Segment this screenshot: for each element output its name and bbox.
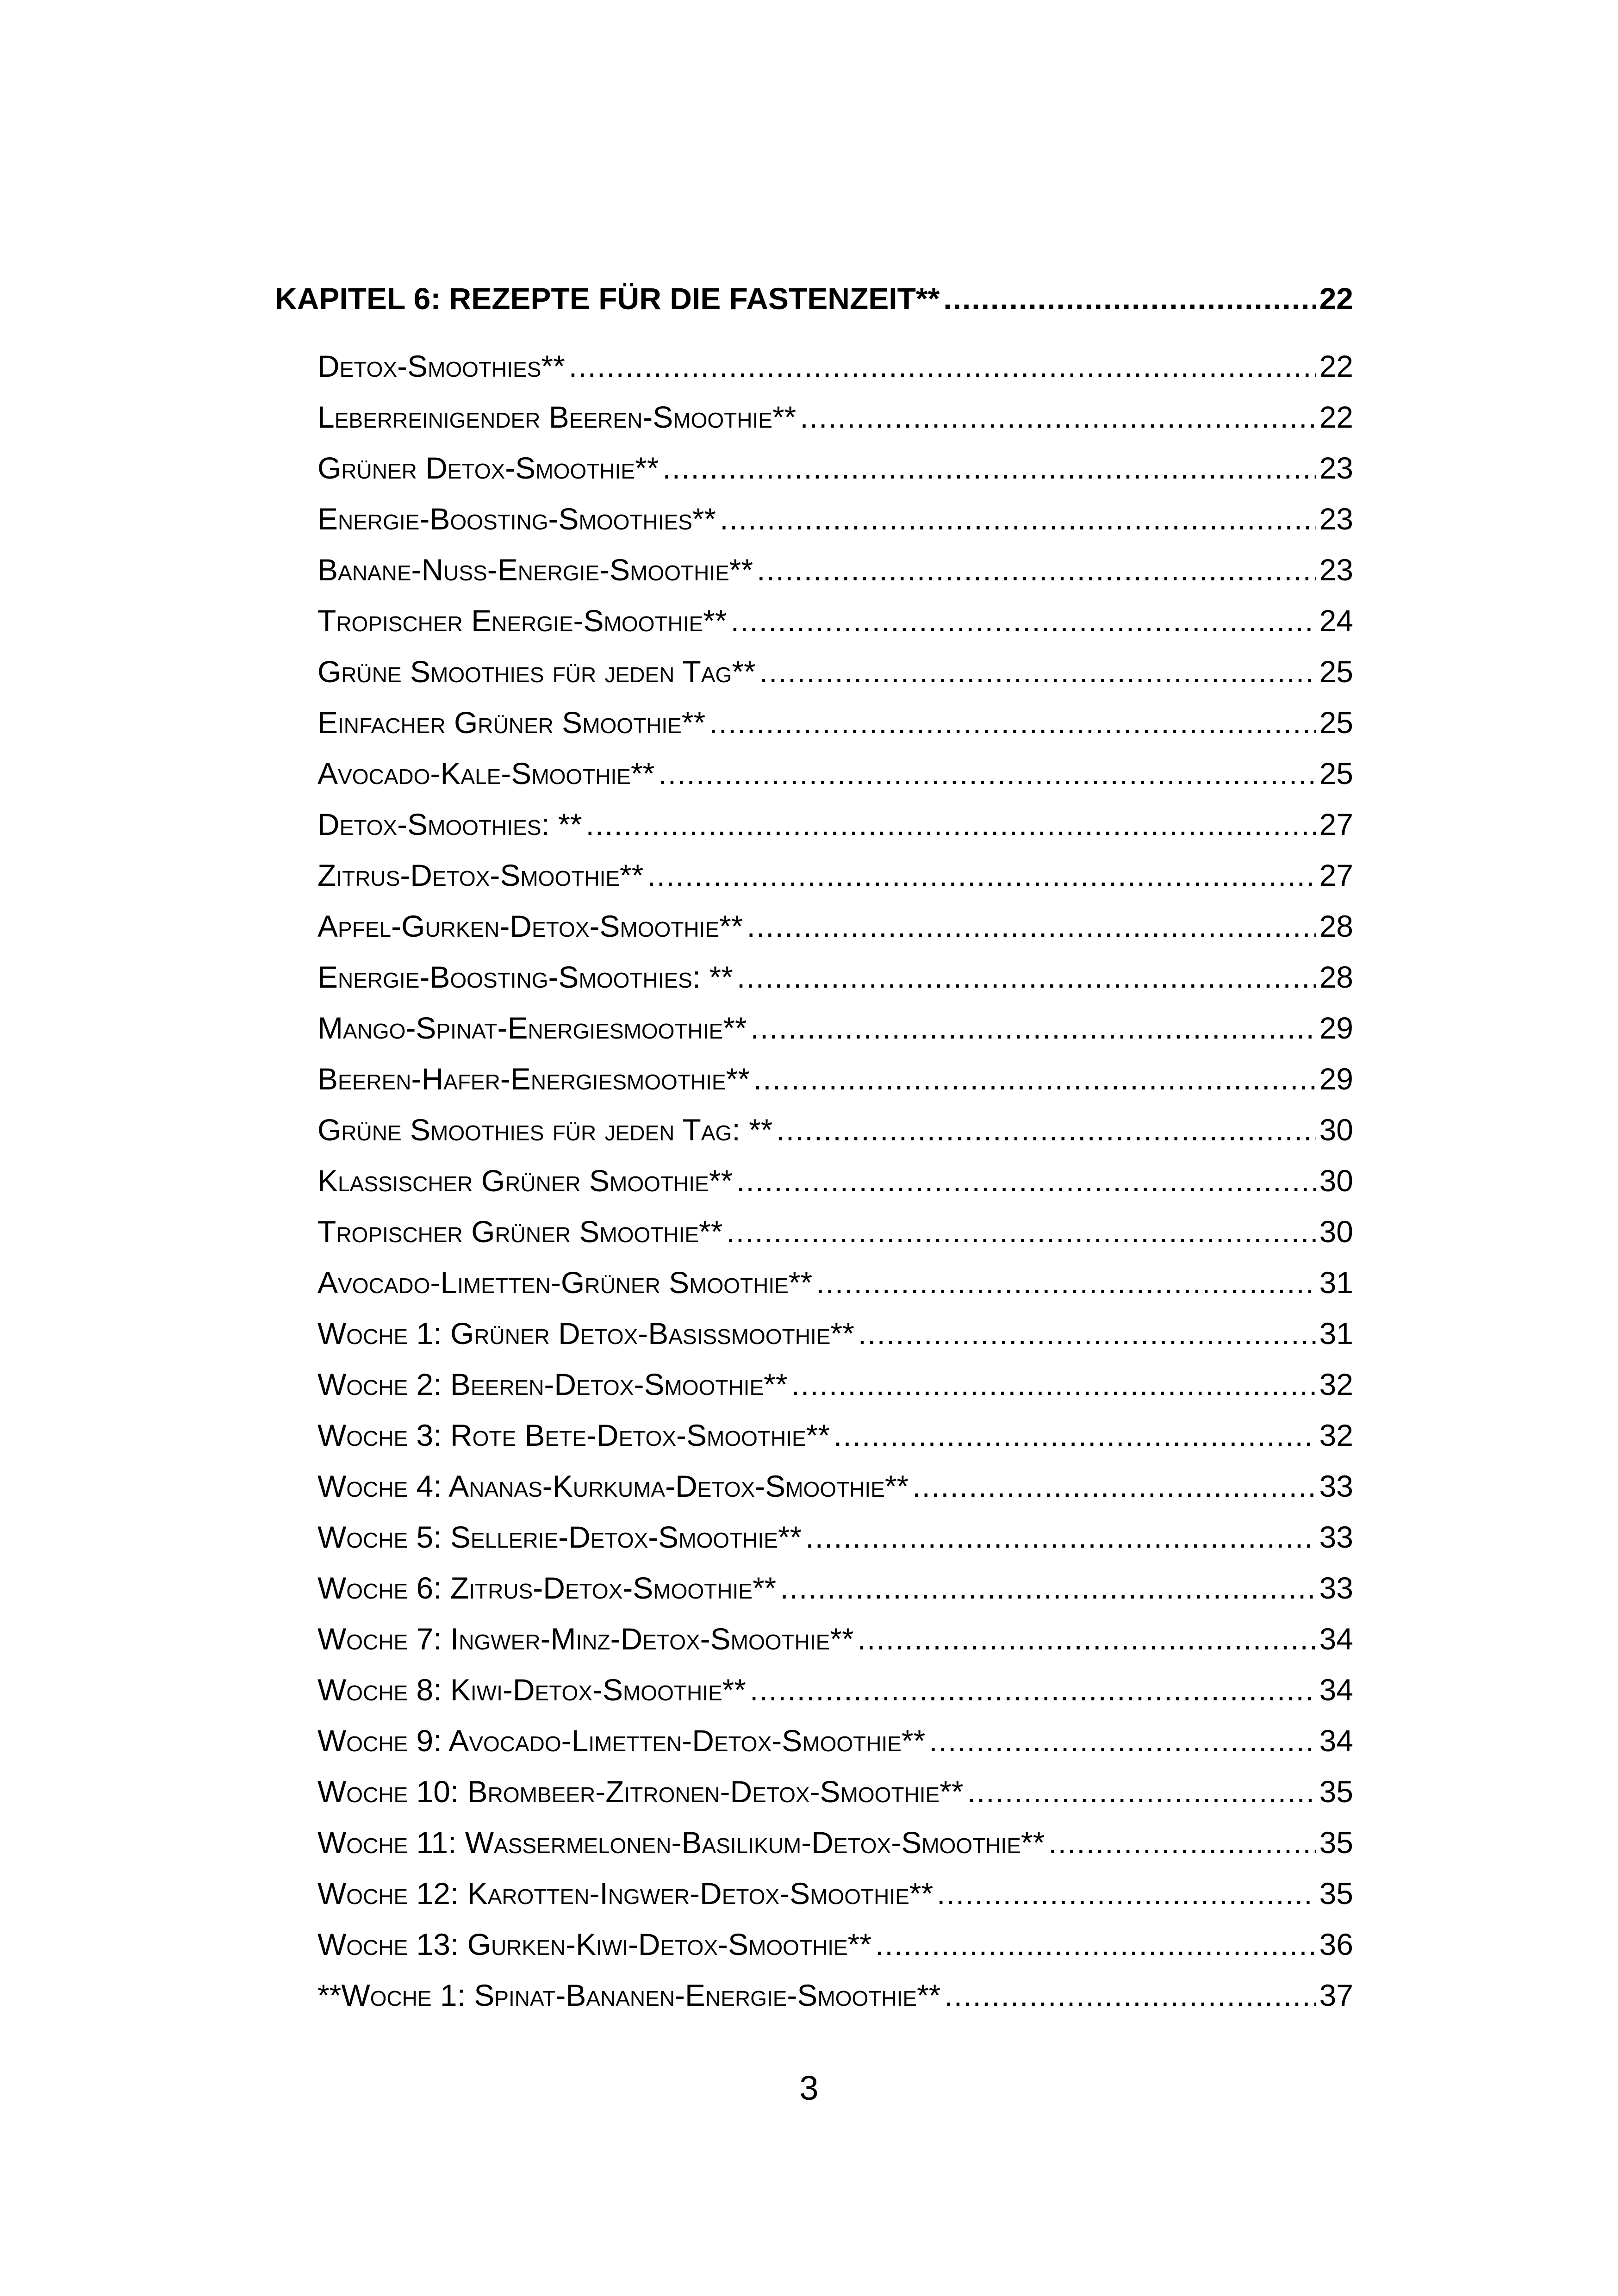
dot-leader xyxy=(585,799,1315,850)
toc-chapter-title: KAPITEL 6: REZEPTE FÜR DIE FASTENZEIT** xyxy=(275,281,940,316)
dot-leader xyxy=(647,850,1315,901)
dot-leader xyxy=(750,1664,1316,1715)
toc-entry-title: Woche 7: Ingwer-Minz-Detox-Smoothie** xyxy=(317,1622,854,1656)
toc-entry-title: Woche 1: Grüner Detox-Basissmoothie** xyxy=(317,1316,854,1350)
toc-entry-title: Detox-Smoothies: ** xyxy=(317,807,582,841)
toc-entry[interactable] xyxy=(275,799,1353,850)
toc-entry[interactable] xyxy=(275,1053,1353,1104)
toc-entry-title: Avocado-Kale-Smoothie** xyxy=(317,756,655,790)
toc-entry-title: Einfacher Grüner Smoothie** xyxy=(317,705,706,740)
toc-entry-title: Energie-Boosting-Smoothies** xyxy=(317,502,716,536)
page-number: 3 xyxy=(799,2069,819,2107)
toc-entry-title: Detox-Smoothies** xyxy=(317,349,565,383)
toc-entry-title: Grüne Smoothies für jeden Tag: ** xyxy=(317,1113,773,1147)
toc-entry-page: 22 xyxy=(1319,400,1353,434)
toc-entry-title: Woche 9: Avocado-Limetten-Detox-Smoothie** xyxy=(317,1724,926,1758)
toc-entry[interactable] xyxy=(275,1461,1353,1512)
toc-entry-title: Klassischer Grüner Smoothie** xyxy=(317,1164,733,1198)
dot-leader xyxy=(747,901,1316,952)
toc-entry[interactable] xyxy=(275,748,1353,799)
toc-entry-title: Energie-Boosting-Smoothies: ** xyxy=(317,960,733,994)
toc-entry[interactable] xyxy=(275,1308,1353,1359)
toc-entry[interactable] xyxy=(275,1002,1353,1053)
toc-entry-page: 23 xyxy=(1319,451,1353,485)
dot-leader xyxy=(720,493,1315,544)
toc-entry-page: 23 xyxy=(1319,502,1353,536)
toc-entry[interactable] xyxy=(275,1817,1353,1868)
toc-entry-title: Tropischer Grüner Smoothie** xyxy=(317,1214,723,1249)
toc-entry[interactable] xyxy=(275,1766,1353,1817)
toc-entry-list xyxy=(275,341,1353,2021)
toc-entry[interactable] xyxy=(275,697,1353,748)
toc-entry-title: Grüner Detox-Smoothie** xyxy=(317,451,659,485)
dot-leader xyxy=(800,392,1315,442)
toc-entry-page: 31 xyxy=(1319,1316,1353,1350)
toc-entry-title: Apfel-Gurken-Detox-Smoothie** xyxy=(317,909,743,943)
toc-entry-page: 29 xyxy=(1319,1062,1353,1096)
toc-entry-page: 29 xyxy=(1319,1011,1353,1045)
toc-entry[interactable] xyxy=(275,1257,1353,1308)
toc-entry-title: Mango-Spinat-Energiesmoothie** xyxy=(317,1011,747,1045)
dot-leader xyxy=(805,1512,1315,1562)
dot-leader xyxy=(662,442,1315,493)
toc-entry-title: **Woche 1: Spinat-Bananen-Energie-Smoothie** xyxy=(317,1978,941,2012)
dot-leader xyxy=(726,1206,1315,1257)
toc-chapter-page: 22 xyxy=(1319,281,1353,316)
toc-entry-title: Woche 11: Wassermelonen-Basilikum-Detox-Smoothie** xyxy=(317,1825,1045,1860)
dot-leader xyxy=(858,1613,1316,1664)
toc-entry[interactable] xyxy=(275,646,1353,697)
dot-leader xyxy=(791,1359,1316,1410)
dot-leader xyxy=(731,595,1316,646)
toc-entry-page: 22 xyxy=(1319,349,1353,383)
dot-leader xyxy=(943,273,1315,324)
toc-entry-page: 30 xyxy=(1319,1214,1353,1249)
dot-leader xyxy=(751,1002,1316,1053)
toc-entry-title: Woche 2: Beeren-Detox-Smoothie** xyxy=(317,1367,788,1401)
toc-entry-page: 27 xyxy=(1319,807,1353,841)
toc-entry-title: Woche 5: Sellerie-Detox-Smoothie** xyxy=(317,1520,802,1554)
dot-leader xyxy=(736,1155,1316,1206)
dot-leader xyxy=(944,1970,1315,2021)
toc-entry-title: Tropischer Energie-Smoothie** xyxy=(317,604,727,638)
toc-entry[interactable] xyxy=(275,595,1353,646)
toc-entry[interactable] xyxy=(275,1512,1353,1562)
dot-leader xyxy=(937,1868,1315,1919)
toc-entry[interactable] xyxy=(275,1155,1353,1206)
toc-entry[interactable] xyxy=(275,901,1353,952)
toc-entry-title: Woche 6: Zitrus-Detox-Smoothie** xyxy=(317,1571,777,1605)
dot-leader xyxy=(709,697,1315,748)
dot-leader xyxy=(816,1257,1315,1308)
toc-entry[interactable] xyxy=(275,442,1353,493)
toc-entry-page: 34 xyxy=(1319,1622,1353,1656)
toc-entry-page: 32 xyxy=(1319,1418,1353,1452)
dot-leader xyxy=(757,544,1315,595)
dot-leader xyxy=(759,646,1316,697)
toc-entry-title: Woche 13: Gurken-Kiwi-Detox-Smoothie** xyxy=(317,1927,872,1961)
toc-entry[interactable] xyxy=(275,850,1353,901)
toc-entry-page: 24 xyxy=(1319,604,1353,638)
table-of-contents xyxy=(275,273,1353,2021)
dot-leader xyxy=(1048,1817,1315,1868)
toc-entry[interactable] xyxy=(275,341,1353,392)
toc-entry[interactable] xyxy=(275,1359,1353,1410)
toc-entry-page: 33 xyxy=(1319,1571,1353,1605)
toc-entry-title: Zitrus-Detox-Smoothie** xyxy=(317,858,644,892)
toc-entry-page: 31 xyxy=(1319,1265,1353,1300)
toc-entry[interactable] xyxy=(275,1206,1353,1257)
dot-leader xyxy=(967,1766,1316,1817)
toc-entry-title: Woche 12: Karotten-Ingwer-Detox-Smoothie** xyxy=(317,1876,933,1910)
dot-leader xyxy=(753,1053,1316,1104)
dot-leader xyxy=(929,1715,1315,1766)
toc-entry-page: 25 xyxy=(1319,654,1353,689)
toc-entry[interactable] xyxy=(275,493,1353,544)
toc-chapter-heading[interactable] xyxy=(275,273,1353,324)
toc-entry[interactable] xyxy=(275,1970,1353,2021)
toc-entry-title: Woche 8: Kiwi-Detox-Smoothie** xyxy=(317,1673,746,1707)
dot-leader xyxy=(776,1104,1315,1155)
toc-entry[interactable] xyxy=(275,1664,1353,1715)
toc-entry[interactable] xyxy=(275,1104,1353,1155)
toc-entry-page: 27 xyxy=(1319,858,1353,892)
dot-leader xyxy=(737,952,1316,1002)
toc-entry-page: 35 xyxy=(1319,1876,1353,1910)
toc-entry[interactable] xyxy=(275,952,1353,1002)
toc-entry[interactable] xyxy=(275,1868,1353,1919)
toc-entry[interactable] xyxy=(275,1919,1353,1970)
toc-entry[interactable] xyxy=(275,1715,1353,1766)
toc-entry[interactable] xyxy=(275,392,1353,442)
toc-entry[interactable] xyxy=(275,1613,1353,1664)
dot-leader xyxy=(780,1562,1315,1613)
toc-entry-page: 35 xyxy=(1319,1825,1353,1860)
toc-entry-page: 28 xyxy=(1319,960,1353,994)
dot-leader xyxy=(569,341,1316,392)
toc-entry-page: 33 xyxy=(1319,1520,1353,1554)
toc-entry-title: Woche 10: Brombeer-Zitronen-Detox-Smoothie** xyxy=(317,1774,964,1809)
toc-entry-title: Grüne Smoothies für jeden Tag** xyxy=(317,654,756,689)
toc-entry-page: 32 xyxy=(1319,1367,1353,1401)
toc-entry-page: 30 xyxy=(1319,1164,1353,1198)
dot-leader xyxy=(912,1461,1315,1512)
toc-entry-page: 36 xyxy=(1319,1927,1353,1961)
toc-entry-title: Leberreinigender Beeren-Smoothie** xyxy=(317,400,797,434)
toc-entry-page: 35 xyxy=(1319,1774,1353,1809)
toc-entry-title: Woche 4: Ananas-Kurkuma-Detox-Smoothie** xyxy=(317,1469,909,1503)
toc-entry-page: 28 xyxy=(1319,909,1353,943)
dot-leader xyxy=(858,1308,1316,1359)
toc-entry[interactable] xyxy=(275,1562,1353,1613)
toc-entry-page: 25 xyxy=(1319,756,1353,790)
toc-entry-page: 34 xyxy=(1319,1673,1353,1707)
toc-entry-title: Banane-Nuss-Energie-Smoothie** xyxy=(317,553,753,587)
toc-entry-title: Avocado-Limetten-Grüner Smoothie** xyxy=(317,1265,813,1300)
toc-entry-page: 33 xyxy=(1319,1469,1353,1503)
toc-entry-title: Woche 3: Rote Bete-Detox-Smoothie** xyxy=(317,1418,830,1452)
toc-entry-page: 34 xyxy=(1319,1724,1353,1758)
toc-entry[interactable] xyxy=(275,544,1353,595)
dot-leader xyxy=(875,1919,1316,1970)
toc-entry-page: 25 xyxy=(1319,705,1353,740)
toc-entry[interactable] xyxy=(275,1410,1353,1461)
dot-leader xyxy=(834,1410,1316,1461)
toc-entry-page: 30 xyxy=(1319,1113,1353,1147)
toc-entry-page: 23 xyxy=(1319,553,1353,587)
toc-entry-page: 37 xyxy=(1319,1978,1353,2012)
dot-leader xyxy=(658,748,1315,799)
toc-entry-title: Beeren-Hafer-Energiesmoothie** xyxy=(317,1062,750,1096)
